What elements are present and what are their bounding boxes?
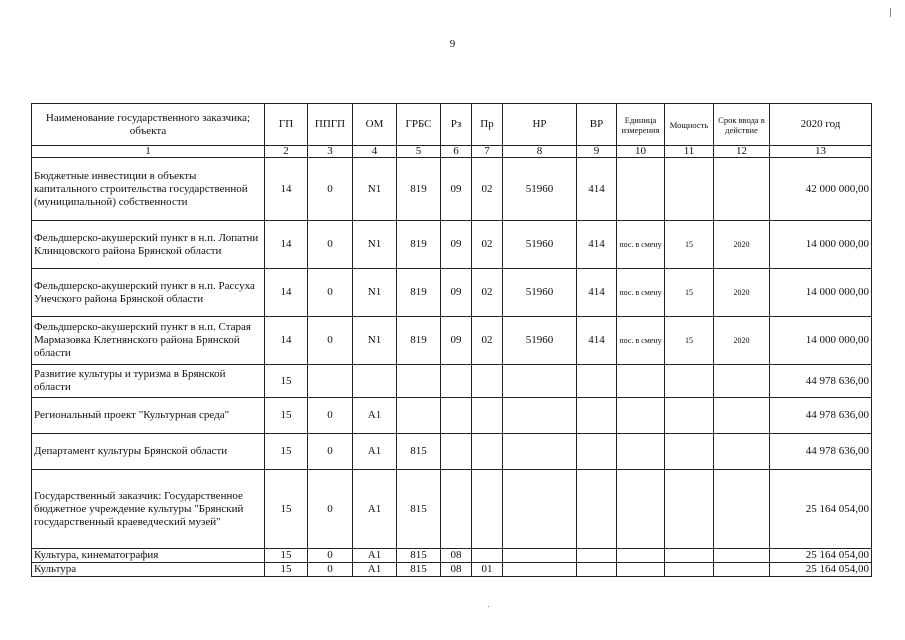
row-code-cell: [441, 365, 472, 398]
table-row: [32, 317, 872, 365]
row-amount-cell: 44 978 636,00: [770, 365, 872, 398]
row-code-cell: [397, 398, 441, 434]
row-code-cell: пос. в смену: [617, 221, 665, 269]
row-code-cell: [577, 434, 617, 470]
row-code-cell: 819: [397, 269, 441, 317]
row-name-cell: Фельдшерско-акушерский пункт в н.п. Лопатни Клинцовского района Брянской области: [32, 221, 265, 269]
row-code-cell: 0: [308, 158, 353, 221]
row-code-cell: [472, 398, 503, 434]
row-code-cell: [472, 434, 503, 470]
row-name-cell: Развитие культуры и туризма в Брянской области: [32, 365, 265, 398]
row-name-cell: Бюджетные инвестиции в объекты капитального строительства государственной (муниципальной) собственности: [32, 158, 265, 221]
table-row: [32, 434, 872, 470]
row-code-cell: N1: [353, 269, 397, 317]
row-code-cell: 02: [472, 158, 503, 221]
header-capacity: Мощность: [665, 104, 714, 146]
row-code-cell: 51960: [503, 158, 577, 221]
budget-table: [31, 103, 872, 577]
row-name-cell: Фельдшерско-акушерский пункт в н.п. Старая Мармазовка Клетнянского района Брянской области: [32, 317, 265, 365]
row-code-cell: [617, 365, 665, 398]
row-code-cell: [617, 158, 665, 221]
index-cell: 12: [714, 146, 770, 158]
row-code-cell: 0: [308, 269, 353, 317]
row-code-cell: [665, 365, 714, 398]
row-code-cell: [308, 365, 353, 398]
row-code-cell: 09: [441, 221, 472, 269]
row-code-cell: [441, 398, 472, 434]
table-row: [32, 365, 872, 398]
header-name: Наименование государственного заказчика; объекта: [32, 104, 265, 146]
row-code-cell: 02: [472, 269, 503, 317]
row-code-cell: 815: [397, 563, 441, 577]
row-code-cell: 01: [472, 563, 503, 577]
row-code-cell: 14: [265, 158, 308, 221]
row-code-cell: 2020: [714, 221, 770, 269]
header-om: ОМ: [353, 104, 397, 146]
row-code-cell: 09: [441, 317, 472, 365]
row-code-cell: [503, 398, 577, 434]
row-code-cell: 2020: [714, 317, 770, 365]
index-cell: 6: [441, 146, 472, 158]
row-code-cell: [714, 470, 770, 549]
row-code-cell: 02: [472, 317, 503, 365]
row-code-cell: [617, 398, 665, 434]
row-code-cell: [617, 563, 665, 577]
row-code-cell: [714, 563, 770, 577]
index-cell: 9: [577, 146, 617, 158]
page-number: 9: [449, 38, 456, 50]
row-code-cell: [397, 365, 441, 398]
row-code-cell: 819: [397, 158, 441, 221]
row-code-cell: [503, 434, 577, 470]
header-row: [32, 104, 872, 146]
row-name-cell: Фельдшерско-акушерский пункт в н.п. Рассуха Унечского района Брянской области: [32, 269, 265, 317]
index-cell: 10: [617, 146, 665, 158]
row-code-cell: [665, 158, 714, 221]
row-amount-cell: 25 164 054,00: [770, 563, 872, 577]
row-code-cell: 815: [397, 434, 441, 470]
row-amount-cell: 42 000 000,00: [770, 158, 872, 221]
row-code-cell: 08: [441, 563, 472, 577]
header-ppgp: ППГП: [308, 104, 353, 146]
row-amount-cell: 14 000 000,00: [770, 269, 872, 317]
row-code-cell: 0: [308, 470, 353, 549]
header-commission-date: Срок ввода в действие: [714, 104, 770, 146]
row-code-cell: 02: [472, 221, 503, 269]
index-cell: 3: [308, 146, 353, 158]
row-code-cell: [577, 398, 617, 434]
table-row: [32, 470, 872, 549]
row-code-cell: 0: [308, 549, 353, 563]
row-code-cell: [503, 563, 577, 577]
row-code-cell: [472, 470, 503, 549]
index-cell: 5: [397, 146, 441, 158]
row-code-cell: [617, 549, 665, 563]
row-code-cell: N1: [353, 317, 397, 365]
row-amount-cell: 25 164 054,00: [770, 549, 872, 563]
table-row: [32, 269, 872, 317]
header-unit: Единица измерения: [617, 104, 665, 146]
row-code-cell: 51960: [503, 221, 577, 269]
row-name-cell: Государственный заказчик: Государственное бюджетное учреждение культуры "Брянский государственный краеведческий музей": [32, 470, 265, 549]
scan-speck: [488, 606, 489, 607]
header-pr: Пр: [472, 104, 503, 146]
row-code-cell: [577, 470, 617, 549]
row-code-cell: пос. в смену: [617, 317, 665, 365]
row-amount-cell: 25 164 054,00: [770, 470, 872, 549]
table-row: [32, 158, 872, 221]
row-amount-cell: 14 000 000,00: [770, 221, 872, 269]
row-code-cell: [714, 549, 770, 563]
row-code-cell: [503, 365, 577, 398]
table-body: [32, 158, 872, 577]
row-code-cell: [472, 549, 503, 563]
row-code-cell: [714, 398, 770, 434]
row-code-cell: 2020: [714, 269, 770, 317]
row-code-cell: пос. в смену: [617, 269, 665, 317]
row-code-cell: [617, 434, 665, 470]
row-code-cell: [577, 365, 617, 398]
row-code-cell: [353, 365, 397, 398]
row-code-cell: 0: [308, 563, 353, 577]
table-row: [32, 549, 872, 563]
row-code-cell: 815: [397, 470, 441, 549]
row-code-cell: 15: [265, 398, 308, 434]
table-row: [32, 221, 872, 269]
row-name-cell: Культура, кинематография: [32, 549, 265, 563]
column-index-row: [32, 146, 872, 158]
row-code-cell: A1: [353, 434, 397, 470]
row-code-cell: 0: [308, 317, 353, 365]
row-code-cell: 15: [265, 549, 308, 563]
table-row: [32, 563, 872, 577]
row-code-cell: [472, 365, 503, 398]
row-code-cell: 14: [265, 317, 308, 365]
row-code-cell: [503, 470, 577, 549]
row-code-cell: [714, 158, 770, 221]
row-code-cell: 0: [308, 398, 353, 434]
header-rz: Рз: [441, 104, 472, 146]
header-nr: НР: [503, 104, 577, 146]
row-name-cell: Региональный проект "Культурная среда": [32, 398, 265, 434]
header-year-2020: 2020 год: [770, 104, 872, 146]
row-code-cell: 414: [577, 221, 617, 269]
index-cell: 13: [770, 146, 872, 158]
row-code-cell: 15: [665, 317, 714, 365]
row-code-cell: N1: [353, 221, 397, 269]
row-code-cell: 08: [441, 549, 472, 563]
row-code-cell: 15: [265, 365, 308, 398]
header-vr: ВР: [577, 104, 617, 146]
row-code-cell: 819: [397, 221, 441, 269]
row-code-cell: A1: [353, 398, 397, 434]
row-name-cell: Департамент культуры Брянской области: [32, 434, 265, 470]
index-cell: 11: [665, 146, 714, 158]
row-code-cell: 819: [397, 317, 441, 365]
row-code-cell: 15: [265, 434, 308, 470]
row-code-cell: [577, 563, 617, 577]
row-code-cell: [441, 470, 472, 549]
scan-speck: [890, 8, 891, 17]
row-code-cell: 15: [665, 269, 714, 317]
row-code-cell: [441, 434, 472, 470]
row-amount-cell: 44 978 636,00: [770, 398, 872, 434]
index-cell: 7: [472, 146, 503, 158]
row-code-cell: 14: [265, 269, 308, 317]
index-cell: 2: [265, 146, 308, 158]
row-code-cell: [665, 398, 714, 434]
header-grbs: ГРБС: [397, 104, 441, 146]
table-row: [32, 398, 872, 434]
row-name-cell: Культура: [32, 563, 265, 577]
row-code-cell: 815: [397, 549, 441, 563]
row-code-cell: 14: [265, 221, 308, 269]
row-code-cell: A1: [353, 549, 397, 563]
row-code-cell: 51960: [503, 317, 577, 365]
row-code-cell: 0: [308, 434, 353, 470]
index-cell: 1: [32, 146, 265, 158]
row-code-cell: 0: [308, 221, 353, 269]
row-code-cell: [577, 549, 617, 563]
row-code-cell: 414: [577, 317, 617, 365]
row-code-cell: 51960: [503, 269, 577, 317]
row-code-cell: 15: [265, 470, 308, 549]
row-code-cell: A1: [353, 563, 397, 577]
row-code-cell: 414: [577, 158, 617, 221]
index-cell: 4: [353, 146, 397, 158]
row-code-cell: [714, 365, 770, 398]
row-code-cell: 09: [441, 158, 472, 221]
index-cell: 8: [503, 146, 577, 158]
row-code-cell: 15: [265, 563, 308, 577]
row-code-cell: [665, 470, 714, 549]
header-gp: ГП: [265, 104, 308, 146]
row-amount-cell: 14 000 000,00: [770, 317, 872, 365]
row-code-cell: [617, 470, 665, 549]
row-amount-cell: 44 978 636,00: [770, 434, 872, 470]
row-code-cell: 15: [665, 221, 714, 269]
row-code-cell: [665, 549, 714, 563]
row-code-cell: 414: [577, 269, 617, 317]
row-code-cell: 09: [441, 269, 472, 317]
row-code-cell: [665, 434, 714, 470]
row-code-cell: [665, 563, 714, 577]
row-code-cell: [714, 434, 770, 470]
row-code-cell: [503, 549, 577, 563]
row-code-cell: N1: [353, 158, 397, 221]
row-code-cell: A1: [353, 470, 397, 549]
